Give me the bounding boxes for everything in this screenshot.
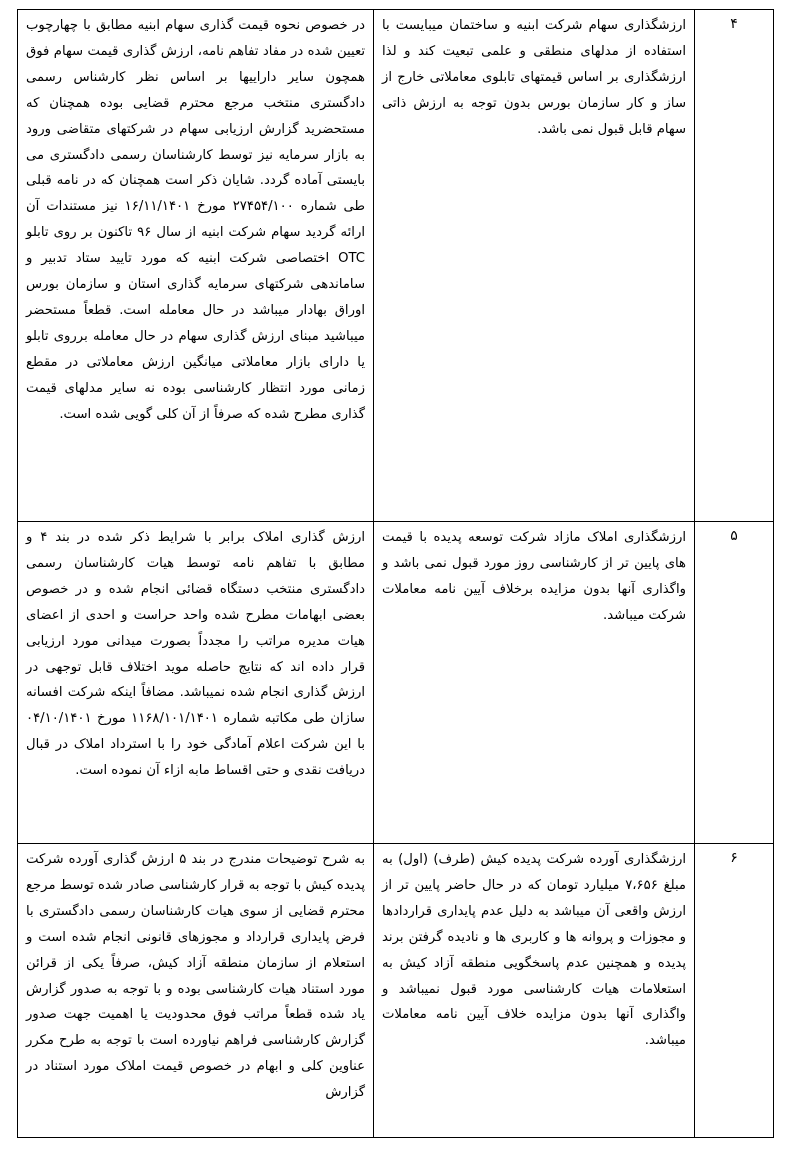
table-row — [18, 10, 774, 522]
finding-cell — [374, 844, 695, 1138]
finding-text: ارزشگذاری سهام شرکت ابنیه و ساختمان میبایست با استفاده از مدلهای منطقی و علمی تبعیت کند و لذا ارزشگذاری بر اساس قیمتهای تابلوی معاملاتی خارج از ساز و کار سازمان بورس بدون توجه به ارزش ذاتی سهام قابل قبول نمی باشد. — [382, 18, 686, 137]
finding-text: ارزشگذاری آورده شرکت پدیده کیش (طرف) (اول) به مبلغ ۷،۶۵۶ میلیارد تومان که در حال حاضر پایین تر از ارزش واقعی آن میباشد به دلیل عدم پایداری قراردادها و مجوزات و پروانه ها و کاربری ها و نادیده گرفتن برند پدیده و همچنین عدم پاسخگویی منطقه آزاد کیش به استعلامات هیات کارشناسی مورد قبول نمیباشد و واگذاری آنها بدون مزایده خلاف آیین نامه معاملات میباشد. — [382, 852, 686, 1049]
response-cell — [18, 10, 374, 522]
response-text: به شرح توضیحات مندرج در بند ۵ ارزش گذاری آورده شرکت پدیده کیش با توجه به قرار کارشناسی صادر شده توسط مرجع محترم قضایی از سوی هیات کارشناسان رسمی دادگستری با فرض پایداری قرارداد و مجوزهای قانونی انجام شده است و استعلام از سازمان منطقه آزاد کیش، صرفاً یکی از قرائن مورد استناد هیات کارشناسی بوده و با توجه به صدور گزارش یاد شده قطعاً مراتب فوق محدودیت یا اهمیت جهت صدور گزارش کارشناسی فراهم نیاورده است با توجه به طرح مکرر عناوین کلی و ابهام در خصوص قیمت املاک مورد استناد در گزارش — [26, 852, 365, 1101]
response-text: در خصوص نحوه قیمت گذاری سهام ابنیه مطابق با چهارچوب تعیین شده در مفاد تفاهم نامه، ارزش گذاری قیمت سهام فوق همچون سایر داراییها بر اساس نظر کارشناس رسمی دادگستری منتخب مرجع محترم قضایی بوده همچنان که مستحضرید گزارش ارزیابی سهام در شرکتهای متقاضی ورود به بازار سرمایه نیز توسط کارشناسان رسمی دادگستری می بایستی آماده گردد. شایان ذکر است همچنان که در نامه قبلی طی شماره ۲۷۴۵۴/۱۰۰ مورخ ۱۶/۱۱/۱۴۰۱ نیز مستندات آن ارائه گردید سهام شرکت ابنیه از سال ۹۶ تاکنون بر روی تابلو OTC اختصاصی شرکت ابنیه که مورد تایید ستاد تدبیر و ساماندهی شرکتهای سرمایه گذاری استان و سازمان بورس اوراق بهادار میباشد در حال معامله است. قطعاً مستحضر میباشید مبنای ارزش گذاری سهام در حال معامله برروی تابلو یا دارای بازار معاملاتی میانگین ارزش معاملاتی در مقطع زمانی مورد انتظار کارشناسی بوده نه سایر مدلهای قیمت گذاری مطرح شده که صرفاً از آن کلی گویی شده است. — [26, 18, 365, 422]
finding-text: ارزشگذاری املاک مازاد شرکت توسعه پدیده با قیمت های پایین تر از کارشناسی روز مورد قبول نمی باشد و واگذاری آنها بدون مزایده برخلاف آیین نامه معاملات شرکت میباشد. — [382, 530, 686, 623]
findings-table — [17, 9, 774, 1138]
response-text: ارزش گذاری املاک برابر با شرایط ذکر شده در بند ۴ و مطابق با تفاهم نامه توسط هیات کارشناسان رسمی دادگستری منتخب دستگاه قضائی انجام شده و در خصوص بعضی ابهامات مطرح شده واحد حراست و احدی از اعضای هیات مدیره مراتب را مجدداً بصورت میدانی مورد ارزیابی قرار داده اند که نتایج حاصله موید اختلاف قابل توجهی در ارزش گذاری انجام شده نمیباشد. مضافاً اینکه شرکت افسانه سازان طی مکاتبه شماره ۱۱۶۸/۱۰۱/۱۴۰۱ مورخ ۰۴/۱۰/۱۴۰۱ با این شرکت اعلام آمادگی خود را با استرداد املاک در قبال دریافت نقدی و حتی اقساط مابه ازاء آن نموده است. — [26, 530, 366, 779]
finding-cell — [374, 10, 695, 522]
table-row — [18, 522, 774, 844]
response-cell — [18, 844, 374, 1138]
row-number: ۴ — [695, 10, 774, 522]
response-cell — [18, 522, 374, 844]
finding-cell — [374, 522, 695, 844]
table-row — [18, 844, 774, 1138]
row-number: ۶ — [695, 844, 774, 1138]
row-number: ۵ — [695, 522, 774, 844]
